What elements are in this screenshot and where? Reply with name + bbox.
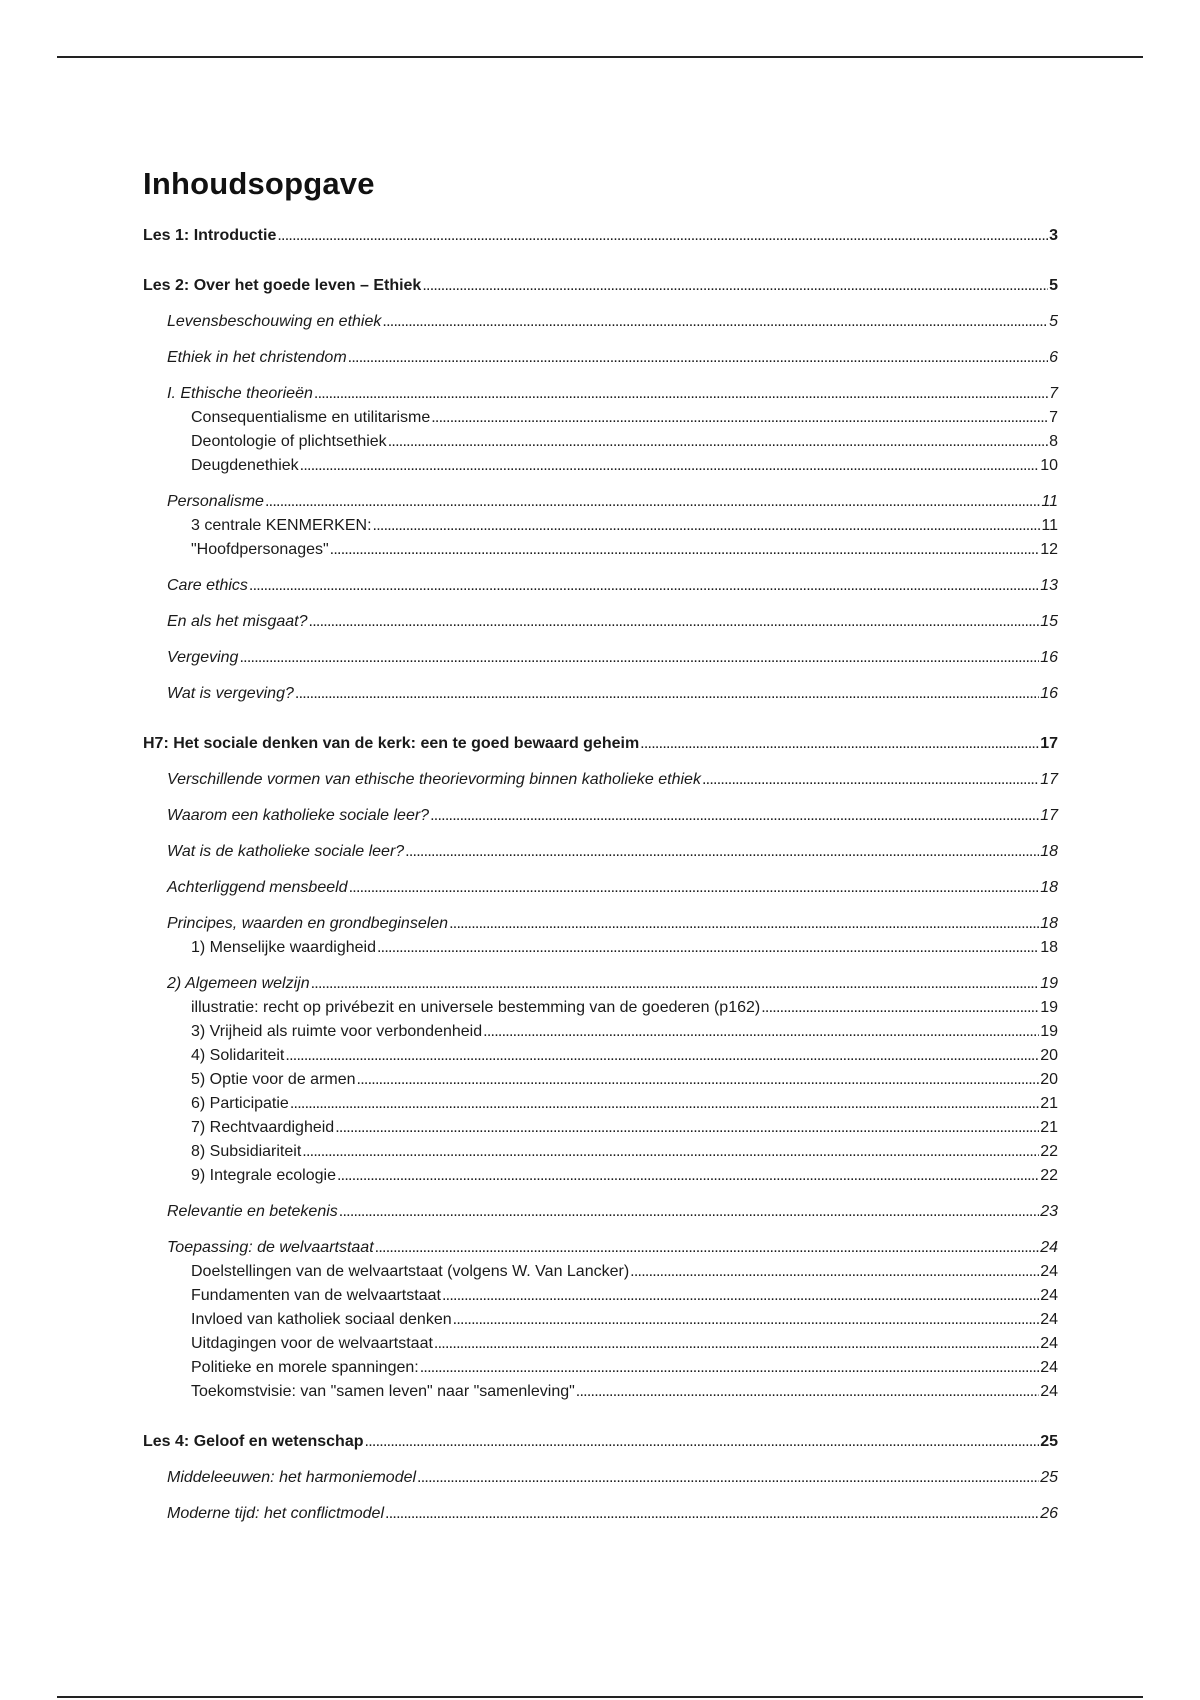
toc-entry-label[interactable]: Doelstellingen van de welvaartstaat (volgens W. Van Lancker) bbox=[191, 1263, 630, 1280]
toc-entry[interactable] bbox=[143, 1308, 1058, 1332]
toc-entry-label[interactable]: Principes, waarden en grondbeginselen bbox=[167, 915, 449, 932]
page-title: Inhoudsopgave bbox=[143, 166, 375, 201]
toc-entry-page-number[interactable]: 11 bbox=[1041, 493, 1058, 510]
toc-dot-leader bbox=[300, 454, 1040, 478]
toc-entry[interactable] bbox=[143, 1092, 1058, 1116]
toc-entry-page-number[interactable]: 15 bbox=[1040, 613, 1058, 630]
toc-dot-leader bbox=[337, 1164, 1039, 1188]
toc-entry-page-number[interactable]: 13 bbox=[1040, 577, 1058, 594]
toc-entry-page-number[interactable]: 18 bbox=[1040, 939, 1058, 956]
toc-entry-page-number[interactable]: 22 bbox=[1040, 1143, 1058, 1160]
toc-entry-label[interactable]: En als het misgaat? bbox=[167, 613, 308, 630]
toc-entry-page-number[interactable]: 18 bbox=[1040, 915, 1058, 932]
toc-entry[interactable] bbox=[143, 1430, 1058, 1454]
toc-dot-leader bbox=[702, 768, 1039, 792]
toc-dot-leader bbox=[382, 310, 1048, 334]
toc-dot-leader bbox=[375, 1236, 1040, 1260]
toc-entry-page-number[interactable]: 10 bbox=[1040, 457, 1058, 474]
toc-entry-label[interactable]: 4) Solidariteit bbox=[191, 1047, 285, 1064]
toc-entry[interactable] bbox=[143, 996, 1058, 1020]
toc-dot-leader bbox=[388, 430, 1048, 454]
toc-dot-leader bbox=[365, 1430, 1040, 1454]
toc-entry[interactable] bbox=[143, 346, 1058, 370]
toc-entry-label[interactable]: Care ethics bbox=[167, 577, 248, 594]
toc-dot-leader bbox=[373, 514, 1041, 538]
toc-entry-label[interactable]: Deugdenethiek bbox=[191, 457, 299, 474]
toc-entry-page-number[interactable]: 17 bbox=[1040, 771, 1058, 788]
toc-dot-leader bbox=[239, 646, 1039, 670]
toc-dot-leader bbox=[417, 1466, 1039, 1490]
toc-entry-page-number[interactable]: 5 bbox=[1049, 313, 1058, 330]
toc-entry-page-number[interactable]: 19 bbox=[1040, 1023, 1058, 1040]
toc-entry[interactable] bbox=[143, 610, 1058, 634]
toc-entry[interactable] bbox=[143, 1332, 1058, 1356]
toc-entry[interactable] bbox=[143, 1236, 1058, 1260]
toc-entry-page-number[interactable]: 21 bbox=[1040, 1119, 1058, 1136]
toc-entry-page-number[interactable]: 7 bbox=[1049, 409, 1058, 426]
toc-entry-label[interactable]: Waarom een katholieke sociale leer? bbox=[167, 807, 430, 824]
toc-entry-page-number[interactable]: 17 bbox=[1040, 735, 1058, 752]
toc-entry-label[interactable]: 8) Subsidiariteit bbox=[191, 1143, 302, 1160]
toc-entry-page-number[interactable]: 16 bbox=[1040, 649, 1058, 666]
toc-entry-page-number[interactable]: 3 bbox=[1049, 227, 1058, 244]
toc-dot-leader bbox=[249, 574, 1039, 598]
toc-dot-leader bbox=[311, 972, 1040, 996]
toc-dot-leader bbox=[442, 1284, 1039, 1308]
toc-entry[interactable] bbox=[143, 1200, 1058, 1224]
toc-dot-leader bbox=[434, 1332, 1039, 1356]
toc-entry-page-number[interactable]: 16 bbox=[1040, 685, 1058, 702]
toc-dot-leader bbox=[449, 912, 1039, 936]
toc-entry-label[interactable]: 9) Integrale ecologie bbox=[191, 1167, 336, 1184]
toc-entry-page-number[interactable]: 7 bbox=[1049, 385, 1058, 402]
toc-entry[interactable] bbox=[143, 876, 1058, 900]
toc-entry-page-number[interactable]: 24 bbox=[1040, 1383, 1058, 1400]
toc-entry[interactable] bbox=[143, 646, 1058, 670]
toc-entry[interactable] bbox=[143, 1140, 1058, 1164]
toc-entry-page-number[interactable]: 25 bbox=[1040, 1469, 1058, 1486]
toc-entry-page-number[interactable]: 17 bbox=[1040, 807, 1058, 824]
toc-entry[interactable] bbox=[143, 936, 1058, 960]
toc-dot-leader bbox=[422, 274, 1048, 298]
header-rule bbox=[57, 56, 1143, 58]
toc-entry-page-number[interactable]: 25 bbox=[1040, 1433, 1058, 1450]
toc-entry-page-number[interactable]: 21 bbox=[1040, 1095, 1058, 1112]
toc-entry[interactable] bbox=[143, 1502, 1058, 1526]
toc-dot-leader bbox=[277, 224, 1048, 248]
toc-entry[interactable] bbox=[143, 1284, 1058, 1308]
toc-entry[interactable] bbox=[143, 1044, 1058, 1068]
toc-entry-page-number[interactable]: 12 bbox=[1040, 541, 1058, 558]
toc-dot-leader bbox=[385, 1502, 1039, 1526]
toc-entry-label[interactable]: 5) Optie voor de armen bbox=[191, 1071, 356, 1088]
toc-entry-label[interactable]: Invloed van katholiek sociaal denken bbox=[191, 1311, 452, 1328]
toc-entry[interactable] bbox=[143, 972, 1058, 996]
toc-entry-label[interactable]: Les 1: Introductie bbox=[143, 227, 277, 244]
toc-entry-label[interactable]: Relevantie en betekenis bbox=[167, 1203, 338, 1220]
toc-entry[interactable] bbox=[143, 224, 1058, 248]
toc-entry-page-number[interactable]: 24 bbox=[1040, 1287, 1058, 1304]
toc-entry-label[interactable]: Levensbeschouwing en ethiek bbox=[167, 313, 382, 330]
toc-entry[interactable] bbox=[143, 274, 1058, 298]
toc-entry-page-number[interactable]: 20 bbox=[1040, 1071, 1058, 1088]
toc-entry[interactable] bbox=[143, 1164, 1058, 1188]
table-of-contents bbox=[143, 224, 1058, 1526]
toc-entry-page-number[interactable]: 5 bbox=[1049, 277, 1058, 294]
toc-entry[interactable] bbox=[143, 768, 1058, 792]
toc-entry-page-number[interactable]: 22 bbox=[1040, 1167, 1058, 1184]
toc-entry-label[interactable]: 3) Vrijheid als ruimte voor verbondenheid bbox=[191, 1023, 483, 1040]
toc-entry-page-number[interactable]: 20 bbox=[1040, 1047, 1058, 1064]
toc-entry[interactable] bbox=[143, 1260, 1058, 1284]
toc-entry-page-number[interactable]: 6 bbox=[1049, 349, 1058, 366]
toc-entry[interactable] bbox=[143, 912, 1058, 936]
toc-entry-page-number[interactable]: 24 bbox=[1040, 1359, 1058, 1376]
toc-entry[interactable] bbox=[143, 1020, 1058, 1044]
toc-entry[interactable] bbox=[143, 454, 1058, 478]
toc-entry[interactable] bbox=[143, 1116, 1058, 1140]
toc-entry-label[interactable]: I. Ethische theorieën bbox=[167, 385, 313, 402]
toc-entry[interactable] bbox=[143, 1380, 1058, 1404]
toc-entry[interactable] bbox=[143, 1356, 1058, 1380]
toc-dot-leader bbox=[335, 1116, 1039, 1140]
toc-entry-label[interactable]: Politieke en morele spanningen: bbox=[191, 1359, 419, 1376]
toc-entry-label[interactable]: Ethiek in het christendom bbox=[167, 349, 347, 366]
toc-entry[interactable] bbox=[143, 574, 1058, 598]
toc-entry-label[interactable]: Wat is vergeving? bbox=[167, 685, 294, 702]
toc-entry-label[interactable]: Middeleeuwen: het harmoniemodel bbox=[167, 1469, 417, 1486]
toc-dot-leader bbox=[431, 406, 1048, 430]
toc-entry-page-number[interactable]: 26 bbox=[1040, 1505, 1058, 1522]
toc-entry-label[interactable]: Les 4: Geloof en wetenschap bbox=[143, 1433, 364, 1450]
toc-entry-page-number[interactable]: 18 bbox=[1040, 879, 1058, 896]
toc-entry-page-number[interactable]: 24 bbox=[1040, 1311, 1058, 1328]
toc-entry[interactable] bbox=[143, 840, 1058, 864]
toc-entry-label[interactable]: 7) Rechtvaardigheid bbox=[191, 1119, 335, 1136]
toc-entry-label[interactable]: Verschillende vormen van ethische theorievorming binnen katholieke ethiek bbox=[167, 771, 701, 788]
toc-entry-page-number[interactable]: 19 bbox=[1040, 975, 1058, 992]
toc-dot-leader bbox=[302, 1140, 1039, 1164]
toc-entry-label[interactable]: 1) Menselijke waardigheid bbox=[191, 939, 376, 956]
toc-entry-label[interactable]: 3 centrale KENMERKEN: bbox=[191, 517, 372, 534]
toc-entry[interactable] bbox=[143, 538, 1058, 562]
toc-entry[interactable] bbox=[143, 514, 1058, 538]
toc-entry[interactable] bbox=[143, 1466, 1058, 1490]
toc-dot-leader bbox=[285, 1044, 1039, 1068]
toc-entry-label[interactable]: Moderne tijd: het conflictmodel bbox=[167, 1505, 384, 1522]
toc-dot-leader bbox=[640, 732, 1039, 756]
toc-dot-leader bbox=[357, 1068, 1040, 1092]
toc-entry[interactable] bbox=[143, 1068, 1058, 1092]
toc-dot-leader bbox=[314, 382, 1048, 406]
toc-entry-label[interactable]: Wat is de katholieke sociale leer? bbox=[167, 843, 405, 860]
toc-dot-leader bbox=[576, 1380, 1039, 1404]
toc-entry-page-number[interactable]: 11 bbox=[1041, 517, 1058, 534]
toc-entry-label[interactable]: Deontologie of plichtsethiek bbox=[191, 433, 387, 450]
toc-entry-page-number[interactable]: 24 bbox=[1040, 1263, 1058, 1280]
toc-dot-leader bbox=[309, 610, 1040, 634]
toc-entry[interactable] bbox=[143, 490, 1058, 514]
toc-dot-leader bbox=[430, 804, 1039, 828]
toc-dot-leader bbox=[330, 538, 1040, 562]
toc-dot-leader bbox=[348, 346, 1048, 370]
toc-entry-label[interactable]: Consequentialisme en utilitarisme bbox=[191, 409, 431, 426]
toc-entry-label[interactable]: 6) Participatie bbox=[191, 1095, 289, 1112]
toc-entry-label[interactable]: Les 2: Over het goede leven – Ethiek bbox=[143, 277, 422, 294]
toc-entry-page-number[interactable]: 18 bbox=[1040, 843, 1058, 860]
toc-dot-leader bbox=[630, 1260, 1039, 1284]
toc-entry-label[interactable]: Toepassing: de welvaartstaat bbox=[167, 1239, 374, 1256]
toc-entry-label[interactable]: illustratie: recht op privébezit en universele bestemming van de goederen (p162) bbox=[191, 999, 761, 1016]
toc-dot-leader bbox=[349, 876, 1040, 900]
toc-entry-label[interactable]: H7: Het sociale denken van de kerk: een te goed bewaard geheim bbox=[143, 735, 640, 752]
toc-dot-leader bbox=[483, 1020, 1039, 1044]
toc-entry[interactable] bbox=[143, 430, 1058, 454]
toc-entry-page-number[interactable]: 24 bbox=[1040, 1239, 1058, 1256]
toc-entry-label[interactable]: Vergeving bbox=[167, 649, 239, 666]
toc-entry[interactable] bbox=[143, 406, 1058, 430]
toc-entry[interactable] bbox=[143, 310, 1058, 334]
toc-entry-page-number[interactable]: 8 bbox=[1049, 433, 1058, 450]
toc-dot-leader bbox=[377, 936, 1039, 960]
toc-entry-label[interactable]: Personalisme bbox=[167, 493, 264, 510]
toc-entry-label[interactable]: Fundamenten van de welvaartstaat bbox=[191, 1287, 441, 1304]
toc-entry[interactable] bbox=[143, 682, 1058, 706]
toc-dot-leader bbox=[761, 996, 1039, 1020]
toc-entry-label[interactable]: Toekomstvisie: van "samen leven" naar "samenleving" bbox=[191, 1383, 575, 1400]
toc-entry[interactable] bbox=[143, 732, 1058, 756]
toc-entry-page-number[interactable]: 23 bbox=[1040, 1203, 1058, 1220]
toc-dot-leader bbox=[265, 490, 1040, 514]
footer-rule bbox=[57, 1696, 1143, 1698]
toc-entry-page-number[interactable]: 19 bbox=[1040, 999, 1058, 1016]
toc-dot-leader bbox=[420, 1356, 1040, 1380]
toc-entry-label[interactable]: 2) Algemeen welzijn bbox=[167, 975, 310, 992]
toc-entry-label[interactable]: "Hoofdpersonages" bbox=[191, 541, 329, 558]
toc-dot-leader bbox=[453, 1308, 1040, 1332]
toc-dot-leader bbox=[405, 840, 1039, 864]
toc-entry-label[interactable]: Achterliggend mensbeeld bbox=[167, 879, 348, 896]
toc-entry[interactable] bbox=[143, 382, 1058, 406]
toc-entry-label[interactable]: Uitdagingen voor de welvaartstaat bbox=[191, 1335, 433, 1352]
toc-entry-page-number[interactable]: 24 bbox=[1040, 1335, 1058, 1352]
toc-entry[interactable] bbox=[143, 804, 1058, 828]
toc-dot-leader bbox=[290, 1092, 1039, 1116]
toc-dot-leader bbox=[295, 682, 1039, 706]
toc-dot-leader bbox=[339, 1200, 1039, 1224]
